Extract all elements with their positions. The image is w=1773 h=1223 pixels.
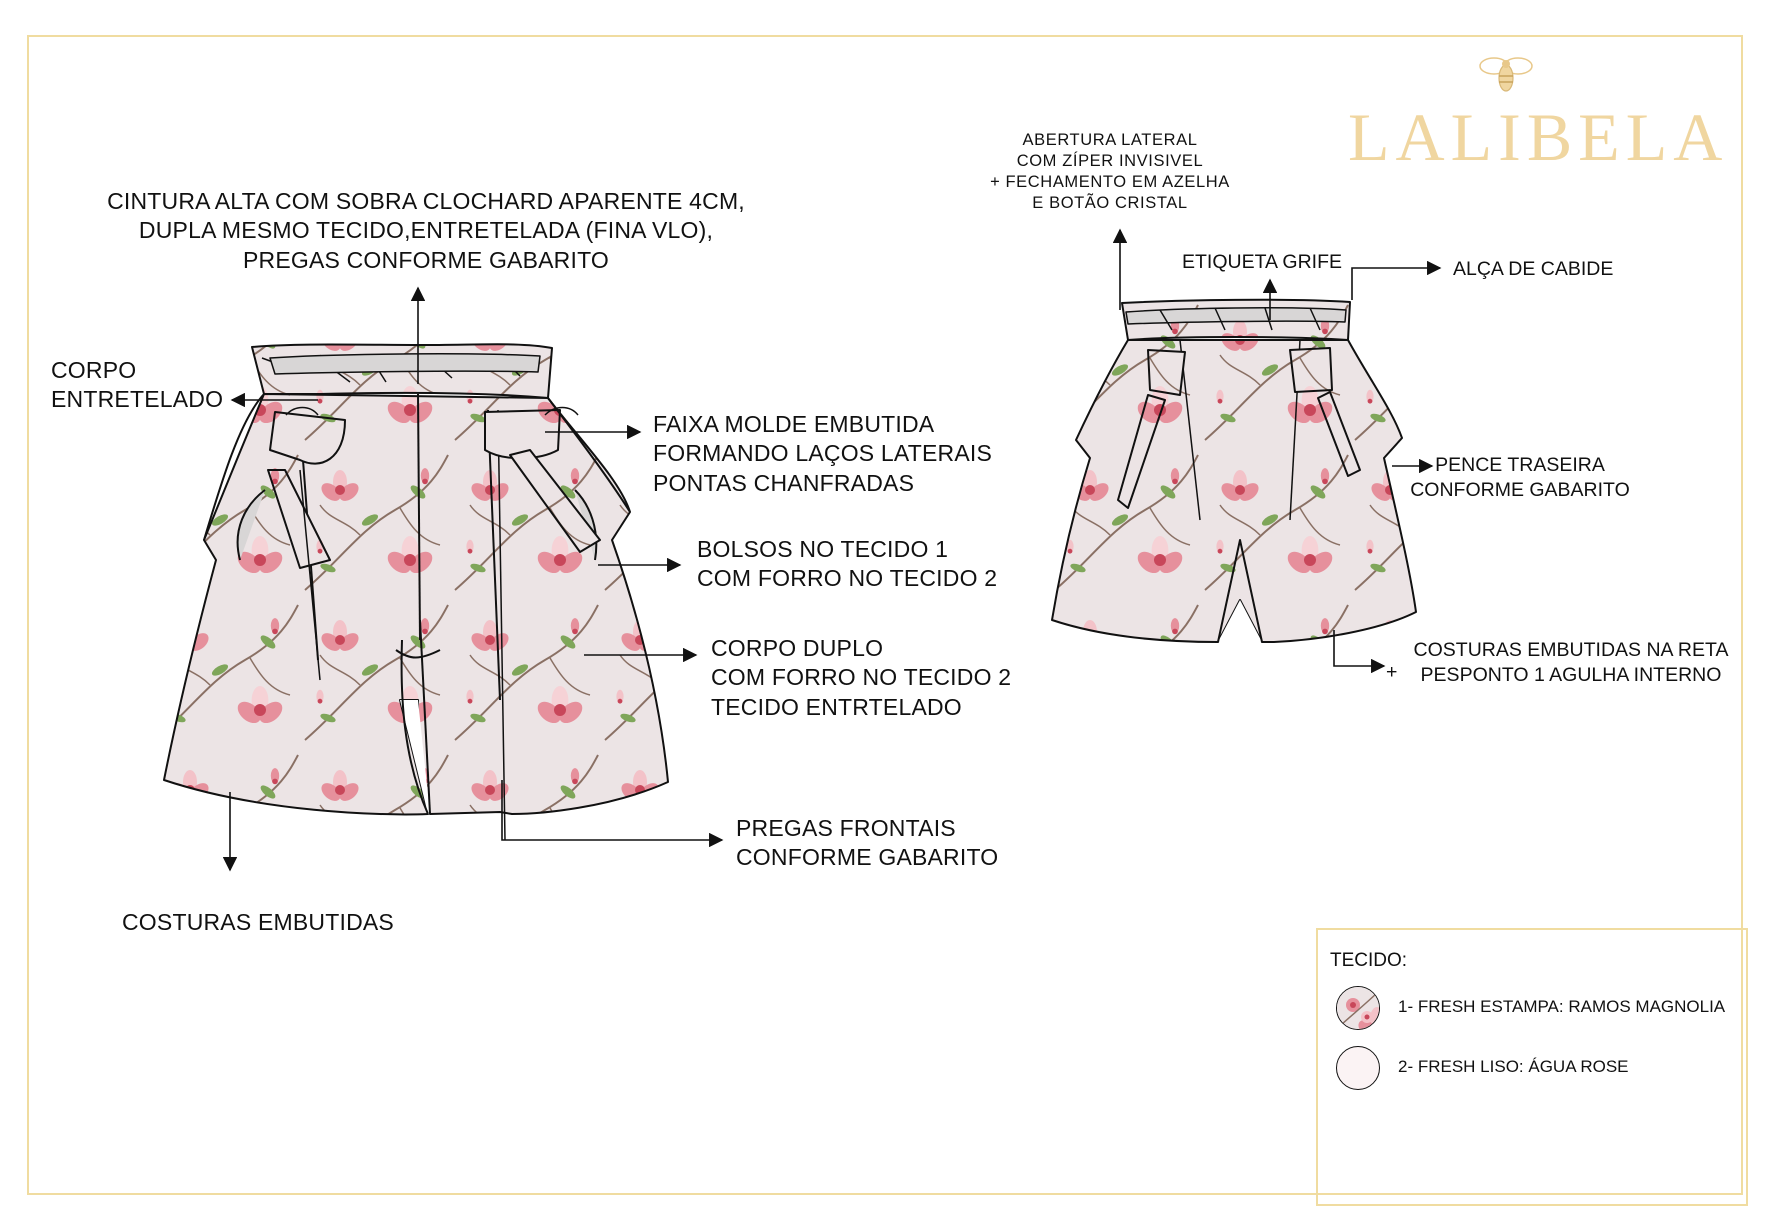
legend-item-2-label: 2- FRESH LISO: ÁGUA ROSE [1398, 1057, 1629, 1076]
swatch-plain-rose [1336, 1046, 1380, 1090]
label-pockets: BOLSOS NO TECIDO 1 COM FORRO NO TECIDO 2 [697, 536, 998, 592]
legend-item-1-label: 1- FRESH ESTAMPA: RAMOS MAGNOLIA [1398, 997, 1726, 1016]
label-seams-front: COSTURAS EMBUTIDAS [122, 909, 394, 935]
label-waistband: CINTURA ALTA COM SOBRA CLOCHARD APARENTE 4CM, DUPLA MESMO TECIDO,ENTRETELADA (FINA VLO), PREGAS CONFORME GABARITO [107, 188, 745, 273]
label-sash: FAIXA MOLDE EMBUTIDA FORMANDO LAÇOS LATERAIS PONTAS CHANFRADAS [653, 411, 993, 496]
label-double-body: CORPO DUPLO COM FORRO NO TECIDO 2 TECIDO ENTRTELADO [711, 635, 1012, 720]
label-side-opening: ABERTURA LATERAL COM ZÍPER INVISIVEL + FECHAMENTO EM AZELHA E BOTÃO CRISTAL [990, 131, 1230, 213]
front-view-shorts [164, 344, 668, 840]
fabric-legend [1316, 928, 1748, 1206]
label-brand-tag: ETIQUETA GRIFE [1182, 251, 1342, 273]
brand-logo-text: LALIBELA [1348, 99, 1729, 175]
back-body [1052, 340, 1416, 642]
label-hanger-loop: ALÇA DE CABIDE [1453, 258, 1614, 280]
swatch-floral-print [1336, 986, 1380, 1030]
label-plus: + [1386, 661, 1398, 683]
legend-title: TECIDO: [1330, 950, 1408, 971]
back-view-shorts [1052, 300, 1416, 642]
label-seams-back: COSTURAS EMBUTIDAS NA RETA PESPONTO 1 AGULHA INTERNO [1413, 639, 1729, 686]
label-back-dart: PENCE TRASEIRA CONFORME GABARITO [1410, 454, 1630, 501]
label-body-interfaced: CORPO ENTRETELADO [51, 357, 224, 413]
label-front-pleats: PREGAS FRONTAIS CONFORME GABARITO [736, 815, 999, 871]
bee-icon [1478, 52, 1534, 96]
